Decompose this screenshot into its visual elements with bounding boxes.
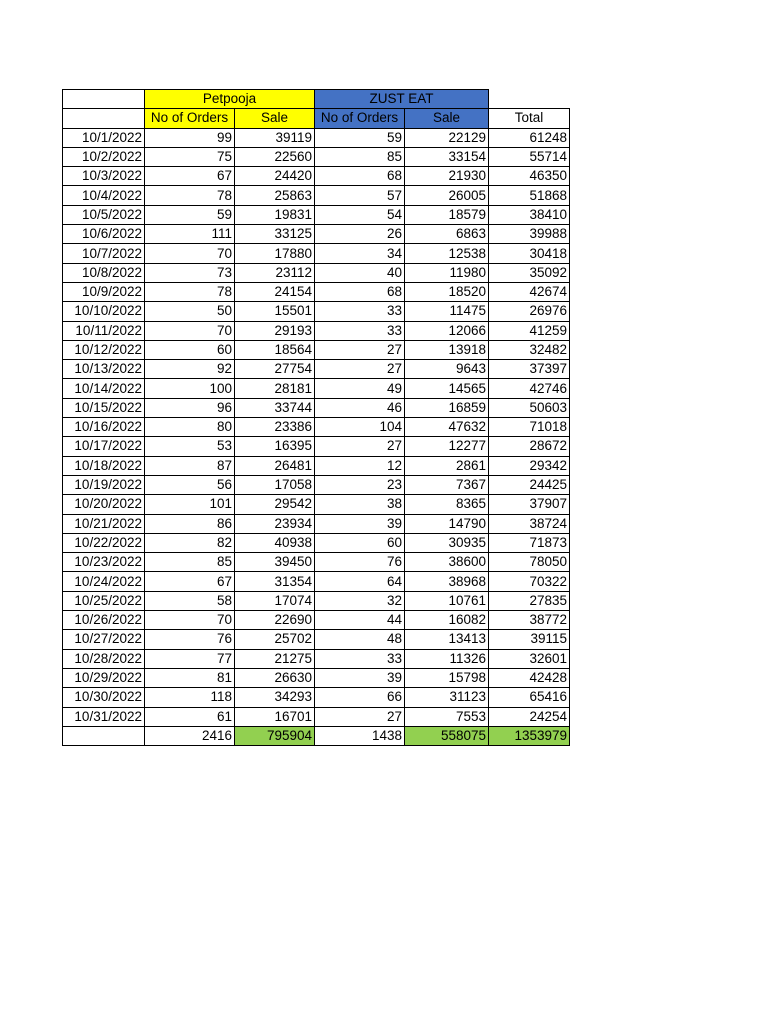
petpooja-orders-cell[interactable]: 111	[145, 225, 235, 244]
zusteat-sale-cell[interactable]: 30935	[405, 533, 489, 552]
date-cell[interactable]: 10/8/2022	[63, 263, 145, 282]
zusteat-sale-cell[interactable]: 12538	[405, 244, 489, 263]
table-row	[63, 167, 570, 186]
table-row	[63, 688, 570, 707]
petpooja-sale-cell[interactable]: 33744	[235, 398, 315, 417]
petpooja-orders-cell[interactable]: 56	[145, 475, 235, 494]
zusteat-sale-cell[interactable]: 11980	[405, 263, 489, 282]
petpooja-sale-cell[interactable]: 39119	[235, 128, 315, 147]
zusteat-sale-cell[interactable]: 7367	[405, 475, 489, 494]
petpooja-orders-cell[interactable]: 77	[145, 649, 235, 668]
date-cell[interactable]: 10/31/2022	[63, 707, 145, 726]
zusteat-orders-cell[interactable]: 49	[315, 379, 405, 398]
zusteat-orders-cell[interactable]: 27	[315, 707, 405, 726]
date-cell[interactable]: 10/16/2022	[63, 418, 145, 437]
date-cell[interactable]: 10/11/2022	[63, 321, 145, 340]
petpooja-orders-cell[interactable]: 85	[145, 553, 235, 572]
petpooja-orders-cell[interactable]: 60	[145, 340, 235, 359]
zusteat-orders-cell[interactable]: 23	[315, 475, 405, 494]
petpooja-sale-cell[interactable]: 25863	[235, 186, 315, 205]
date-cell[interactable]: 10/4/2022	[63, 186, 145, 205]
table-row	[63, 398, 570, 417]
zusteat-sale-cell[interactable]: 16859	[405, 398, 489, 417]
zusteat-sale-cell[interactable]: 13413	[405, 630, 489, 649]
grand-total[interactable]: 1353979	[489, 726, 570, 745]
zusteat-orders-cell[interactable]: 59	[315, 128, 405, 147]
table-row	[63, 611, 570, 630]
total-cell[interactable]: 30418	[489, 244, 570, 263]
petpooja-sale-cell[interactable]: 29542	[235, 495, 315, 514]
date-cell[interactable]: 10/1/2022	[63, 128, 145, 147]
petpooja-orders-total[interactable]: 2416	[145, 726, 235, 745]
petpooja-sale-cell[interactable]: 29193	[235, 321, 315, 340]
zusteat-sale-total[interactable]: 558075	[405, 726, 489, 745]
petpooja-orders-cell[interactable]: 80	[145, 418, 235, 437]
petpooja-orders-cell[interactable]: 59	[145, 205, 235, 224]
petpooja-sale-cell[interactable]: 24154	[235, 282, 315, 301]
petpooja-orders-cell[interactable]: 92	[145, 360, 235, 379]
table-row	[63, 591, 570, 610]
table-row	[63, 128, 570, 147]
table-row	[63, 360, 570, 379]
zusteat-orders-cell[interactable]: 46	[315, 398, 405, 417]
zusteat-sale-cell[interactable]: 12277	[405, 437, 489, 456]
table-row	[63, 437, 570, 456]
total-cell[interactable]: 29342	[489, 456, 570, 475]
petpooja-sale-cell[interactable]: 23934	[235, 514, 315, 533]
total-cell[interactable]: 38772	[489, 611, 570, 630]
date-cell[interactable]: 10/22/2022	[63, 533, 145, 552]
corner-cell[interactable]	[63, 90, 145, 109]
table-row	[63, 263, 570, 282]
zusteat-orders-cell[interactable]: 68	[315, 282, 405, 301]
total-cell[interactable]: 32601	[489, 649, 570, 668]
petpooja-orders-cell[interactable]: 100	[145, 379, 235, 398]
petpooja-orders-cell[interactable]: 78	[145, 282, 235, 301]
zusteat-orders-cell[interactable]: 44	[315, 611, 405, 630]
petpooja-orders-header[interactable]: No of Orders	[145, 109, 235, 128]
totals-row	[63, 726, 570, 745]
zusteat-orders-cell[interactable]: 27	[315, 360, 405, 379]
table-row	[63, 418, 570, 437]
petpooja-orders-cell[interactable]: 76	[145, 630, 235, 649]
petpooja-sale-cell[interactable]: 28181	[235, 379, 315, 398]
date-cell[interactable]: 10/23/2022	[63, 553, 145, 572]
zusteat-orders-cell[interactable]: 60	[315, 533, 405, 552]
zusteat-orders-cell[interactable]: 104	[315, 418, 405, 437]
group-header-row	[63, 90, 570, 109]
total-cell[interactable]: 38410	[489, 205, 570, 224]
zusteat-sale-cell[interactable]: 21930	[405, 167, 489, 186]
zusteat-orders-cell[interactable]: 26	[315, 225, 405, 244]
date-cell[interactable]: 10/29/2022	[63, 668, 145, 687]
total-cell[interactable]: 24425	[489, 475, 570, 494]
petpooja-sale-cell[interactable]: 23112	[235, 263, 315, 282]
total-cell[interactable]: 35092	[489, 263, 570, 282]
petpooja-orders-cell[interactable]: 73	[145, 263, 235, 282]
zusteat-orders-cell[interactable]: 32	[315, 591, 405, 610]
petpooja-orders-cell[interactable]: 61	[145, 707, 235, 726]
zusteat-sale-cell[interactable]: 6863	[405, 225, 489, 244]
total-cell[interactable]: 41259	[489, 321, 570, 340]
table-row	[63, 379, 570, 398]
petpooja-sale-cell[interactable]: 16701	[235, 707, 315, 726]
total-cell[interactable]: 42428	[489, 668, 570, 687]
date-cell[interactable]: 10/21/2022	[63, 514, 145, 533]
total-cell[interactable]: 37907	[489, 495, 570, 514]
zusteat-orders-cell[interactable]: 33	[315, 321, 405, 340]
petpooja-sale-cell[interactable]: 26481	[235, 456, 315, 475]
zusteat-sale-cell[interactable]: 14565	[405, 379, 489, 398]
date-cell[interactable]: 10/28/2022	[63, 649, 145, 668]
petpooja-orders-cell[interactable]: 50	[145, 302, 235, 321]
date-cell[interactable]: 10/25/2022	[63, 591, 145, 610]
petpooja-orders-cell[interactable]: 58	[145, 591, 235, 610]
petpooja-sale-cell[interactable]: 19831	[235, 205, 315, 224]
petpooja-header[interactable]: Petpooja	[145, 90, 315, 109]
zusteat-orders-cell[interactable]: 27	[315, 437, 405, 456]
total-cell[interactable]: 71018	[489, 418, 570, 437]
total-cell[interactable]: 55714	[489, 147, 570, 166]
zusteat-sale-cell[interactable]: 18579	[405, 205, 489, 224]
total-cell[interactable]: 39115	[489, 630, 570, 649]
table-row	[63, 282, 570, 301]
petpooja-orders-cell[interactable]: 75	[145, 147, 235, 166]
column-header-row	[63, 109, 570, 128]
petpooja-orders-cell[interactable]: 96	[145, 398, 235, 417]
zusteat-sale-cell[interactable]: 12066	[405, 321, 489, 340]
table-row	[63, 668, 570, 687]
date-cell[interactable]: 10/6/2022	[63, 225, 145, 244]
petpooja-sale-cell[interactable]: 24420	[235, 167, 315, 186]
date-cell[interactable]: 10/13/2022	[63, 360, 145, 379]
table-row	[63, 475, 570, 494]
date-cell[interactable]: 10/3/2022	[63, 167, 145, 186]
petpooja-orders-cell[interactable]: 70	[145, 611, 235, 630]
totals-label-cell[interactable]	[63, 726, 145, 745]
petpooja-sale-cell[interactable]: 39450	[235, 553, 315, 572]
petpooja-sale-cell[interactable]: 15501	[235, 302, 315, 321]
petpooja-orders-cell[interactable]: 101	[145, 495, 235, 514]
petpooja-sale-cell[interactable]: 31354	[235, 572, 315, 591]
total-cell[interactable]: 37397	[489, 360, 570, 379]
table-row	[63, 649, 570, 668]
table-row	[63, 707, 570, 726]
total-cell[interactable]: 46350	[489, 167, 570, 186]
total-cell[interactable]: 38724	[489, 514, 570, 533]
petpooja-sale-cell[interactable]: 17880	[235, 244, 315, 263]
petpooja-orders-cell[interactable]: 82	[145, 533, 235, 552]
zusteat-orders-total[interactable]: 1438	[315, 726, 405, 745]
table-row	[63, 244, 570, 263]
petpooja-sale-cell[interactable]: 17058	[235, 475, 315, 494]
date-cell[interactable]: 10/14/2022	[63, 379, 145, 398]
total-header[interactable]: Total	[489, 109, 570, 128]
table-row	[63, 630, 570, 649]
total-cell[interactable]: 26976	[489, 302, 570, 321]
total-cell[interactable]: 70322	[489, 572, 570, 591]
zusteat-orders-cell[interactable]: 33	[315, 302, 405, 321]
date-cell[interactable]: 10/7/2022	[63, 244, 145, 263]
empty-cell	[489, 90, 570, 109]
date-cell[interactable]: 10/18/2022	[63, 456, 145, 475]
total-cell[interactable]: 24254	[489, 707, 570, 726]
zusteat-sale-cell[interactable]: 14790	[405, 514, 489, 533]
table-row	[63, 340, 570, 359]
zusteat-sale-cell[interactable]: 22129	[405, 128, 489, 147]
zusteat-sale-cell[interactable]: 38968	[405, 572, 489, 591]
petpooja-orders-cell[interactable]: 78	[145, 186, 235, 205]
petpooja-sale-cell[interactable]: 33125	[235, 225, 315, 244]
zusteat-sale-cell[interactable]: 10761	[405, 591, 489, 610]
date-cell[interactable]: 10/27/2022	[63, 630, 145, 649]
petpooja-orders-cell[interactable]: 67	[145, 167, 235, 186]
date-cell[interactable]: 10/24/2022	[63, 572, 145, 591]
zusteat-orders-cell[interactable]: 38	[315, 495, 405, 514]
total-cell[interactable]: 50603	[489, 398, 570, 417]
total-cell[interactable]: 51868	[489, 186, 570, 205]
zusteat-sale-cell[interactable]: 9643	[405, 360, 489, 379]
table-row	[63, 495, 570, 514]
zusteat-orders-cell[interactable]: 85	[315, 147, 405, 166]
date-cell[interactable]: 10/15/2022	[63, 398, 145, 417]
zusteat-orders-cell[interactable]: 66	[315, 688, 405, 707]
total-cell[interactable]: 39988	[489, 225, 570, 244]
petpooja-sale-cell[interactable]: 21275	[235, 649, 315, 668]
petpooja-orders-cell[interactable]: 81	[145, 668, 235, 687]
zusteat-orders-cell[interactable]: 76	[315, 553, 405, 572]
zusteat-sale-cell[interactable]: 16082	[405, 611, 489, 630]
petpooja-sale-cell[interactable]: 22560	[235, 147, 315, 166]
petpooja-sale-cell[interactable]: 25702	[235, 630, 315, 649]
petpooja-orders-cell[interactable]: 99	[145, 128, 235, 147]
zusteat-sale-header[interactable]: Sale	[405, 109, 489, 128]
zusteat-orders-cell[interactable]: 39	[315, 668, 405, 687]
total-cell[interactable]: 61248	[489, 128, 570, 147]
zusteat-orders-cell[interactable]: 68	[315, 167, 405, 186]
zusteat-orders-cell[interactable]: 48	[315, 630, 405, 649]
table-row	[63, 302, 570, 321]
total-cell[interactable]: 32482	[489, 340, 570, 359]
petpooja-sale-cell[interactable]: 17074	[235, 591, 315, 610]
zusteat-sale-cell[interactable]: 8365	[405, 495, 489, 514]
zusteat-sale-cell[interactable]: 31123	[405, 688, 489, 707]
table-row	[63, 147, 570, 166]
zusteat-sale-cell[interactable]: 26005	[405, 186, 489, 205]
petpooja-orders-cell[interactable]: 67	[145, 572, 235, 591]
petpooja-sale-cell[interactable]: 27754	[235, 360, 315, 379]
zusteat-sale-cell[interactable]: 47632	[405, 418, 489, 437]
petpooja-sale-cell[interactable]: 26630	[235, 668, 315, 687]
zusteat-sale-cell[interactable]: 2861	[405, 456, 489, 475]
table-row	[63, 533, 570, 552]
zusteat-orders-cell[interactable]: 12	[315, 456, 405, 475]
zusteat-header[interactable]: ZUST EAT	[315, 90, 489, 109]
total-cell[interactable]: 78050	[489, 553, 570, 572]
petpooja-sale-cell[interactable]: 18564	[235, 340, 315, 359]
petpooja-orders-cell[interactable]: 70	[145, 321, 235, 340]
date-cell[interactable]: 10/19/2022	[63, 475, 145, 494]
petpooja-sale-cell[interactable]: 23386	[235, 418, 315, 437]
table-row	[63, 553, 570, 572]
total-cell[interactable]: 42746	[489, 379, 570, 398]
total-cell[interactable]: 28672	[489, 437, 570, 456]
petpooja-orders-cell[interactable]: 86	[145, 514, 235, 533]
table-row	[63, 186, 570, 205]
petpooja-sale-cell[interactable]: 34293	[235, 688, 315, 707]
date-cell[interactable]: 10/5/2022	[63, 205, 145, 224]
zusteat-orders-cell[interactable]: 39	[315, 514, 405, 533]
zusteat-orders-cell[interactable]: 33	[315, 649, 405, 668]
total-cell[interactable]: 71873	[489, 533, 570, 552]
total-cell[interactable]: 27835	[489, 591, 570, 610]
petpooja-sale-cell[interactable]: 16395	[235, 437, 315, 456]
date-cell[interactable]: 10/9/2022	[63, 282, 145, 301]
date-cell[interactable]: 10/2/2022	[63, 147, 145, 166]
date-cell[interactable]: 10/10/2022	[63, 302, 145, 321]
zusteat-orders-header[interactable]: No of Orders	[315, 109, 405, 128]
petpooja-sale-total[interactable]: 795904	[235, 726, 315, 745]
table-row	[63, 572, 570, 591]
petpooja-orders-cell[interactable]: 87	[145, 456, 235, 475]
petpooja-orders-cell[interactable]: 118	[145, 688, 235, 707]
zusteat-sale-cell[interactable]: 7553	[405, 707, 489, 726]
date-header-cell[interactable]	[63, 109, 145, 128]
date-cell[interactable]: 10/26/2022	[63, 611, 145, 630]
zusteat-orders-cell[interactable]: 34	[315, 244, 405, 263]
table-row	[63, 205, 570, 224]
zusteat-sale-cell[interactable]: 15798	[405, 668, 489, 687]
petpooja-orders-cell[interactable]: 53	[145, 437, 235, 456]
zusteat-sale-cell[interactable]: 33154	[405, 147, 489, 166]
date-cell[interactable]: 10/30/2022	[63, 688, 145, 707]
zusteat-orders-cell[interactable]: 54	[315, 205, 405, 224]
petpooja-sale-header[interactable]: Sale	[235, 109, 315, 128]
table-row	[63, 225, 570, 244]
date-cell[interactable]: 10/17/2022	[63, 437, 145, 456]
zusteat-orders-cell[interactable]: 27	[315, 340, 405, 359]
zusteat-sale-cell[interactable]: 13918	[405, 340, 489, 359]
date-cell[interactable]: 10/20/2022	[63, 495, 145, 514]
zusteat-orders-cell[interactable]: 57	[315, 186, 405, 205]
zusteat-orders-cell[interactable]: 40	[315, 263, 405, 282]
table-row	[63, 321, 570, 340]
zusteat-sale-cell[interactable]: 11475	[405, 302, 489, 321]
zusteat-sale-cell[interactable]: 11326	[405, 649, 489, 668]
zusteat-sale-cell[interactable]: 38600	[405, 553, 489, 572]
table-row	[63, 514, 570, 533]
date-cell[interactable]: 10/12/2022	[63, 340, 145, 359]
zusteat-sale-cell[interactable]: 18520	[405, 282, 489, 301]
total-cell[interactable]: 42674	[489, 282, 570, 301]
table-row	[63, 456, 570, 475]
sales-table	[62, 89, 570, 746]
petpooja-sale-cell[interactable]: 22690	[235, 611, 315, 630]
petpooja-orders-cell[interactable]: 70	[145, 244, 235, 263]
total-cell[interactable]: 65416	[489, 688, 570, 707]
petpooja-sale-cell[interactable]: 40938	[235, 533, 315, 552]
zusteat-orders-cell[interactable]: 64	[315, 572, 405, 591]
